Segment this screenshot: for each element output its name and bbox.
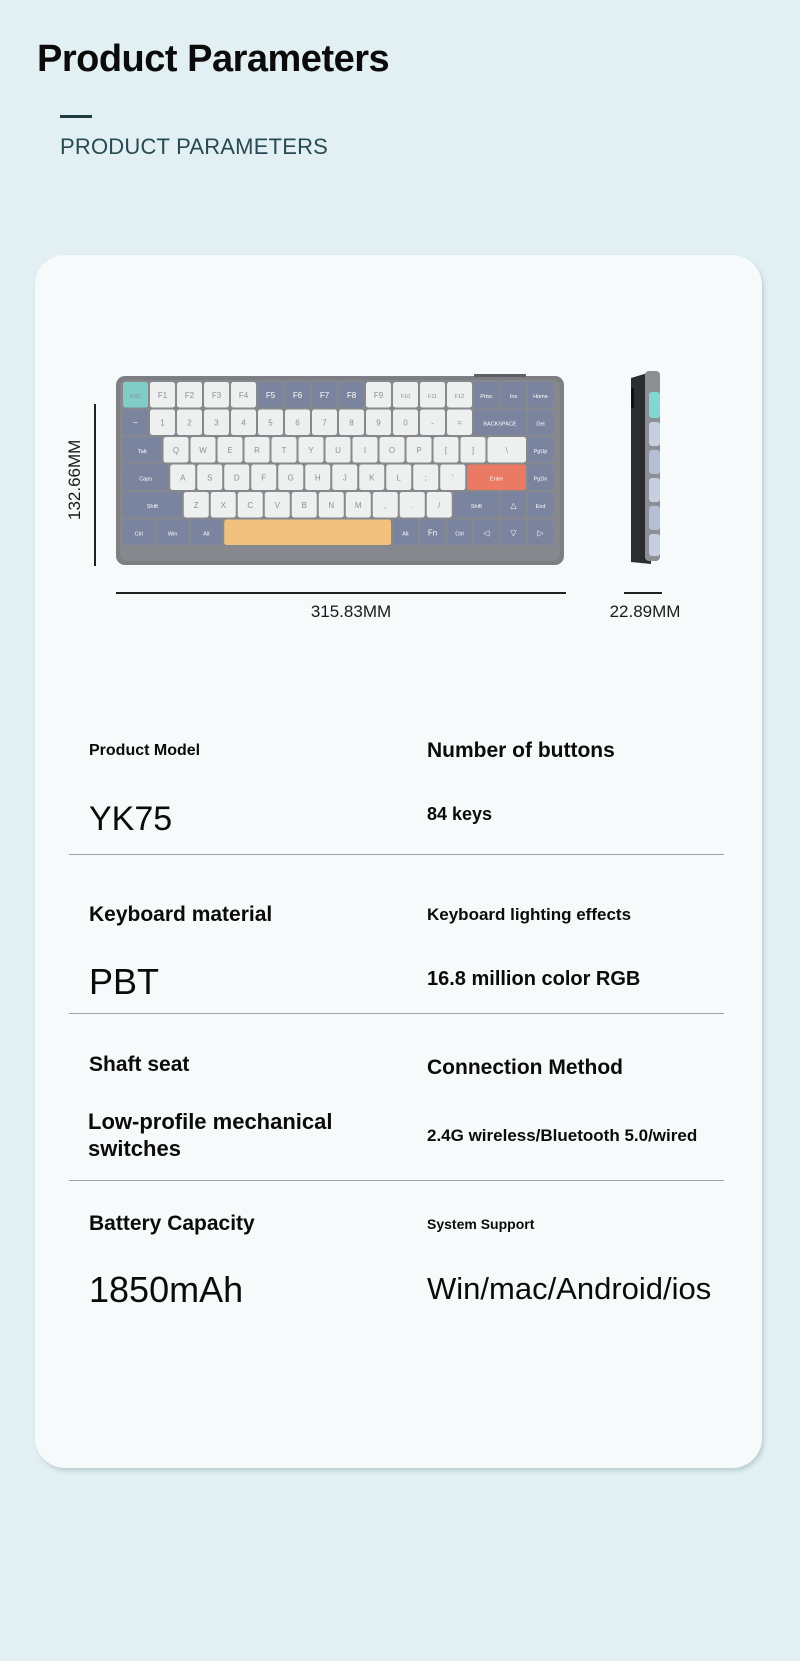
keycap-label: A — [180, 473, 186, 483]
keycap-label: ◁ — [483, 528, 490, 538]
keycap-label: L — [396, 473, 401, 483]
keycap-label: △ — [510, 501, 517, 510]
keycap-label: R — [254, 446, 260, 455]
keycap-label: I — [363, 446, 367, 455]
keycap-label: Tab — [137, 449, 147, 455]
keycap-label: X — [220, 501, 226, 510]
spec-label-lighting-effects: Keyboard lighting effects — [427, 905, 632, 924]
keycap-label: Shift — [470, 504, 482, 510]
keycap-label: F9 — [373, 391, 384, 400]
spec-label-connection-method: Connection Method — [427, 1056, 623, 1079]
keycap-label: T — [281, 446, 287, 455]
keycap-label: F — [261, 473, 267, 483]
keycap-label: Prtsc — [480, 394, 493, 400]
keycap-label: Fn — [427, 528, 438, 538]
keycap-label: 3 — [214, 418, 219, 428]
keycap-label: F3 — [211, 391, 222, 400]
width-dimension-label: 315.83MM — [310, 602, 392, 621]
spec-label-shaft-seat: Shaft seat — [89, 1053, 190, 1076]
keycap-label: Q — [172, 446, 180, 455]
keycap-label: Z — [193, 501, 199, 510]
keycap-label: ; — [424, 473, 427, 483]
width-dimension-line — [116, 592, 566, 594]
row-divider — [69, 1180, 724, 1181]
keycap-label: C — [247, 501, 254, 510]
spec-value-keyboard-material: PBT — [89, 961, 160, 1002]
keycap-label: S — [207, 473, 213, 483]
keycap-label: Alt — [402, 531, 409, 538]
keycap-label: P — [416, 446, 422, 455]
keycap-label: End — [535, 504, 546, 510]
row-divider — [69, 854, 724, 855]
keycap-label: 9 — [376, 418, 381, 428]
keycap-label: G — [287, 473, 294, 483]
depth-dimension-line — [624, 592, 662, 594]
keycap-label: Alt — [203, 531, 210, 538]
keycap-label: D — [233, 473, 240, 483]
keycap-label: B — [301, 501, 307, 510]
keycap-label: Ctrl — [455, 531, 464, 538]
spec-value-product-model: YK75 — [89, 800, 173, 838]
keycap-label: 0 — [403, 418, 408, 428]
keycap-label: Enter — [490, 476, 504, 483]
keycap-label: 5 — [268, 418, 273, 428]
keycap-label: 6 — [295, 418, 300, 428]
keycap-label: - — [431, 418, 434, 428]
spec-label-product-model: Product Model — [89, 742, 201, 759]
keycap-label: ESC — [129, 394, 142, 400]
keycap-label: F6 — [292, 391, 303, 400]
keycap-label: N — [328, 501, 335, 510]
keycap-label: = — [457, 418, 462, 428]
page-title: Product Parameters — [37, 38, 390, 80]
keycap-label: . — [411, 501, 414, 510]
keycap-label: 1 — [160, 418, 165, 428]
keycap-label: [ — [444, 446, 448, 455]
keycap-label: U — [335, 446, 341, 455]
spec-value-system-support: Win/mac/Android/ios — [427, 1271, 712, 1306]
keycap-label: Win — [167, 531, 178, 538]
keyboard-top-view-image — [114, 374, 566, 569]
keycap-label: Shift — [146, 504, 158, 510]
keycap-label: 8 — [349, 418, 354, 428]
keycap-label: F4 — [238, 391, 249, 400]
title-divider — [60, 115, 92, 118]
spec-value-lighting-effects: 16.8 million color RGB — [427, 968, 641, 990]
spec-value-shaft-seat: Low-profile mechanical switches — [88, 1109, 333, 1161]
row-divider — [69, 1013, 724, 1014]
keycap-label: J — [342, 473, 347, 483]
keycap-label: V — [274, 501, 280, 510]
spec-value-number-of-buttons: 84 keys — [427, 804, 493, 824]
spec-label-system-support: System Support — [427, 1216, 535, 1232]
keycap-label: 4 — [241, 418, 246, 428]
keycap-label: O — [388, 446, 396, 455]
keycap-label: 7 — [322, 418, 327, 428]
spec-label-battery-capacity: Battery Capacity — [89, 1212, 255, 1235]
keycap-label: Caps — [139, 476, 153, 483]
page-subtitle: PRODUCT PARAMETERS — [60, 134, 329, 159]
keycap-label: F8 — [346, 391, 357, 400]
keyboard-side-view-image — [625, 368, 670, 568]
spec-value-battery-capacity: 1850mAh — [89, 1269, 244, 1310]
height-dimension-label: 132.66MM — [65, 439, 84, 520]
keycap-label: F7 — [319, 391, 330, 400]
spec-label-keyboard-material: Keyboard material — [89, 903, 273, 926]
keycap-label: \ — [505, 446, 508, 455]
keycap-label: / — [438, 501, 441, 510]
keycap-label: K — [369, 473, 375, 483]
keycap-label: ▽ — [510, 528, 517, 538]
keycap-label: Home — [533, 394, 548, 400]
keycap-label: F12 — [454, 394, 465, 400]
keycap-label: ] — [471, 446, 475, 455]
spec-value-connection-method: 2.4G wireless/Bluetooth 5.0/wired — [427, 1126, 698, 1145]
keycap-label: BACKSPACE — [483, 421, 517, 428]
keycap-label: F10 — [400, 394, 411, 400]
keycap-label: , — [384, 501, 387, 510]
keycap-label: ' — [451, 473, 454, 483]
keycap-label: M — [354, 501, 362, 510]
depth-dimension-label: 22.89MM — [609, 602, 681, 621]
keycap-label: Y — [308, 446, 314, 455]
keycap-label: ~ — [133, 418, 138, 428]
keycap-label: Del — [536, 421, 545, 428]
keycap-label: PgUp — [533, 449, 548, 455]
height-dimension-line — [94, 404, 96, 566]
spec-label-number-of-buttons: Number of buttons — [427, 739, 615, 762]
keycap-label: F11 — [427, 394, 438, 400]
keycap-label: ▷ — [537, 528, 544, 538]
keycap-label: Ins — [509, 394, 518, 400]
keycap — [224, 520, 391, 546]
keycap-label: F5 — [265, 391, 276, 400]
keycap-label: Ctrl — [134, 531, 144, 538]
keycap-label: F1 — [157, 391, 168, 400]
keycap-label: 2 — [187, 418, 192, 428]
keycap-label: E — [227, 446, 233, 455]
keycap-label: H — [314, 473, 321, 483]
keycap-label: W — [199, 446, 207, 455]
keycap-label: PgDn — [533, 476, 548, 483]
keycap-label: F2 — [184, 391, 195, 400]
